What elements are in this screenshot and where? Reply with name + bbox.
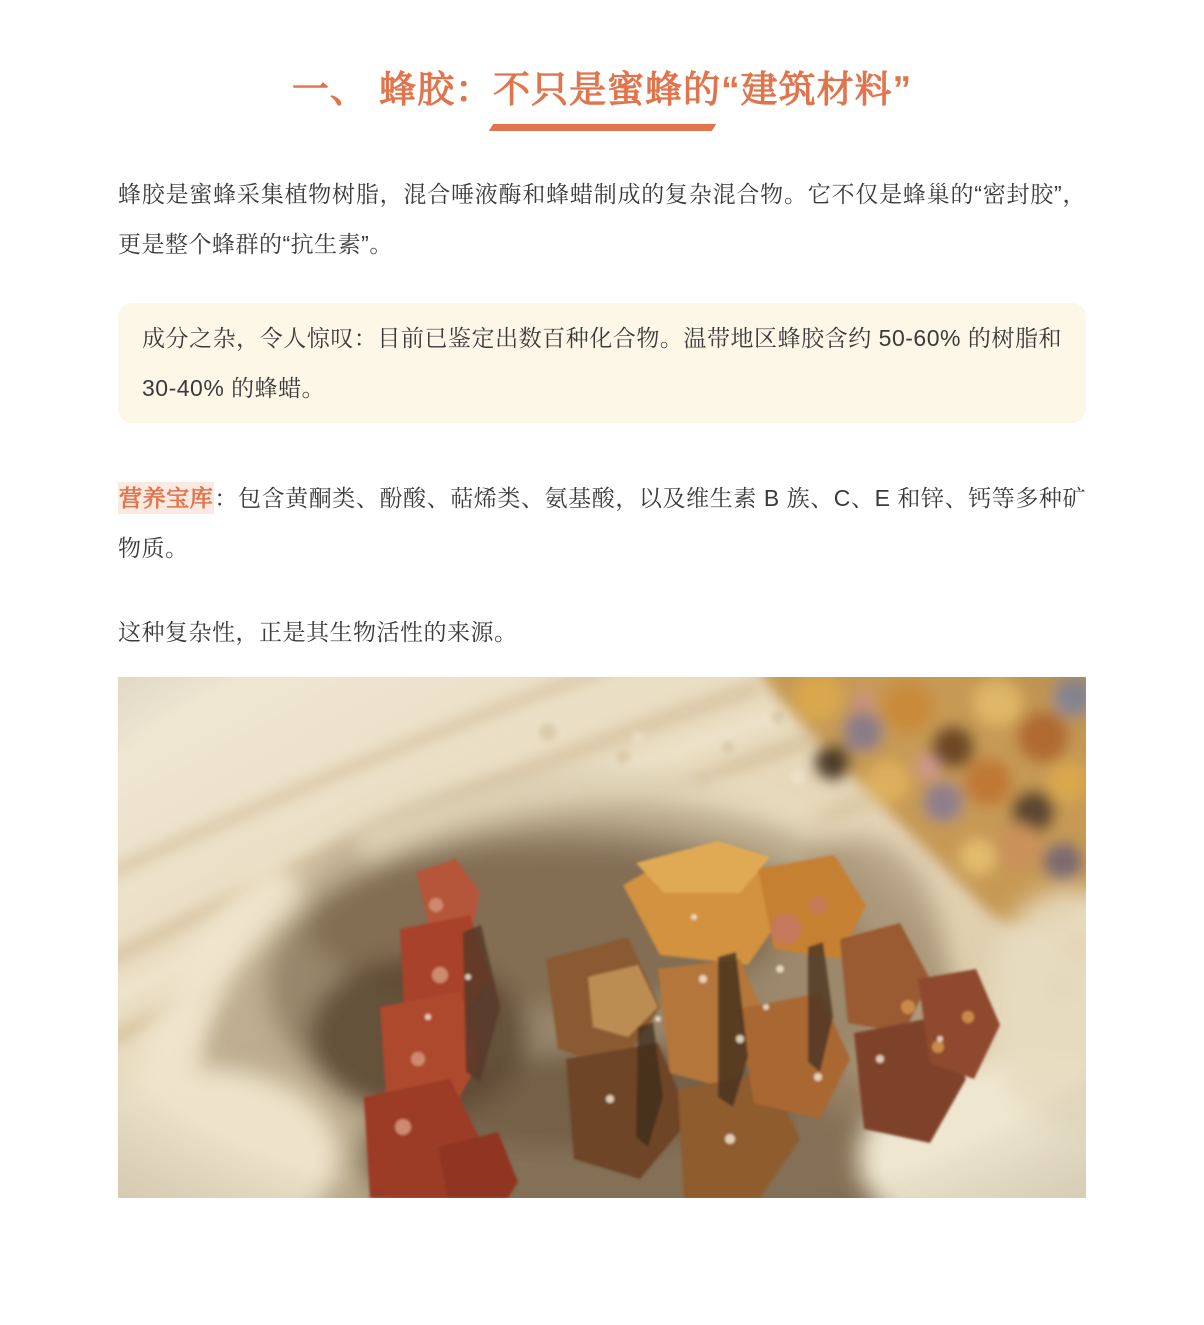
propolis-photo-illustration [118,677,1086,1198]
nutrition-label-highlight: 营养宝库 [118,482,214,514]
callout-text: 成分之杂，令人惊叹：目前已鉴定出数百种化合物。温带地区蜂胶含约 50-60% 的树脂和 30-40% 的蜂蜡。 [142,325,1062,401]
nutrition-text: ：包含黄酮类、酚酸、萜烯类、氨基酸，以及维生素 B 族、C、E 和锌、钙等多种矿物质。 [118,485,1087,561]
article-page [0,68,1204,1325]
intro-paragraph: 蜂胶是蜜蜂采集植物树脂，混合唾液酶和蜂蜡制成的复杂混合物。它不仅是蜂巢的“密封胶”，更是整个蜂群的“抗生素”。 [118,181,1086,257]
callout-box [118,303,1086,423]
closing-paragraph: 这种复杂性，正是其生物活性的来源。 [118,619,518,645]
propolis-photo [118,677,1086,1198]
title-underline-decoration [488,124,715,131]
section-title: 一、 蜂胶：不只是蜜蜂的“建筑材料” [291,69,913,110]
nutrition-paragraph [118,473,1086,573]
